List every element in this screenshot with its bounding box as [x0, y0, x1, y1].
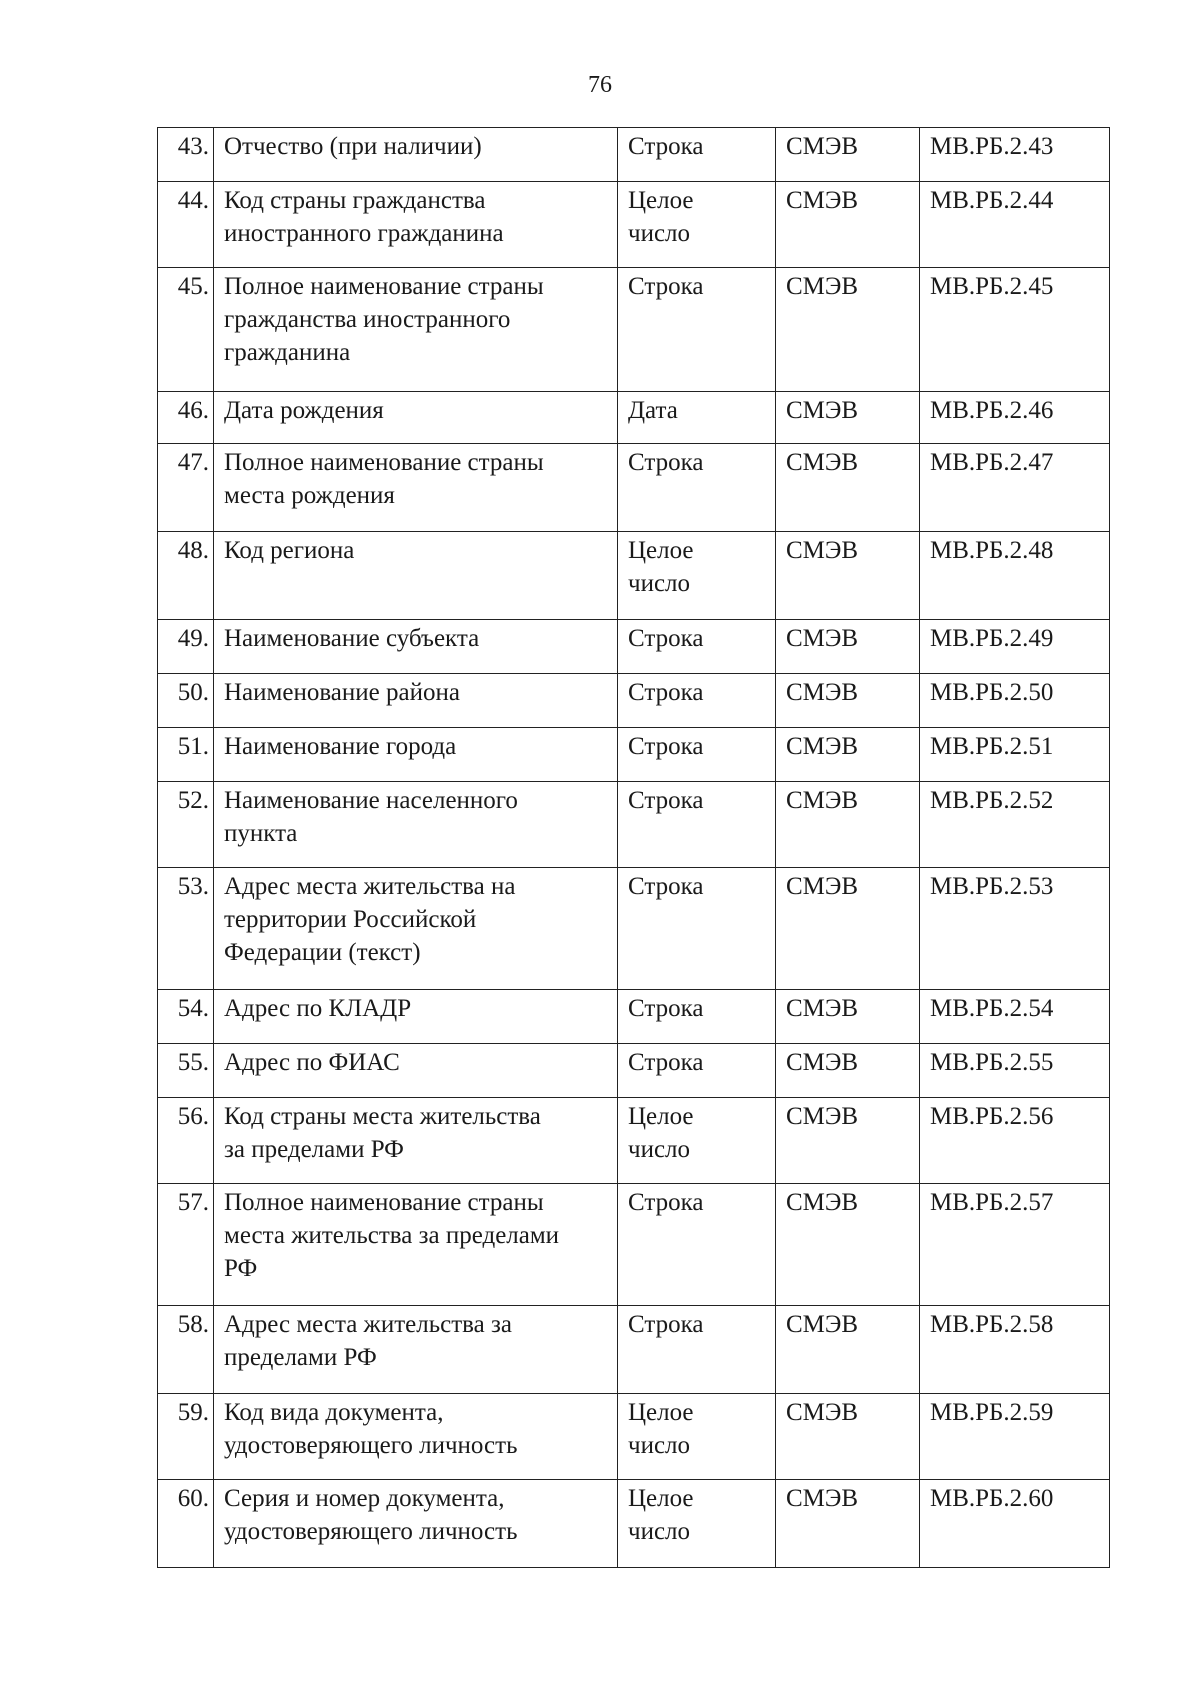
data-source: СМЭВ — [776, 728, 920, 782]
row-number: 60. — [158, 1480, 214, 1568]
row-number: 46. — [158, 392, 214, 444]
attribute-name: Код страны места жительства за пределами РФ — [214, 1098, 618, 1184]
attribute-name: Серия и номер документа, удостоверяющего личность — [214, 1480, 618, 1568]
data-source: СМЭВ — [776, 990, 920, 1044]
table-row — [158, 182, 1110, 268]
attribute-name: Адрес места жительства за пределами РФ — [214, 1306, 618, 1394]
row-number: 49. — [158, 620, 214, 674]
data-source: СМЭВ — [776, 674, 920, 728]
table-row — [158, 128, 1110, 182]
data-type: Строка — [618, 1184, 776, 1306]
attribute-name: Адрес по КЛАДР — [214, 990, 618, 1044]
attribute-code: МВ.РБ.2.50 — [920, 674, 1110, 728]
attribute-code: МВ.РБ.2.47 — [920, 444, 1110, 532]
attribute-name: Полное наименование страны места рождения — [214, 444, 618, 532]
attribute-name: Дата рождения — [214, 392, 618, 444]
data-type: Строка — [618, 674, 776, 728]
row-number: 57. — [158, 1184, 214, 1306]
attribute-code: МВ.РБ.2.49 — [920, 620, 1110, 674]
attribute-code: МВ.РБ.2.51 — [920, 728, 1110, 782]
row-number: 54. — [158, 990, 214, 1044]
attribute-name: Наименование города — [214, 728, 618, 782]
table-row — [158, 728, 1110, 782]
data-type: Строка — [618, 620, 776, 674]
data-source: СМЭВ — [776, 1480, 920, 1568]
row-number: 53. — [158, 868, 214, 990]
data-type: Строка — [618, 728, 776, 782]
table-row — [158, 268, 1110, 392]
data-type: Строка — [618, 128, 776, 182]
row-number: 47. — [158, 444, 214, 532]
attribute-name: Адрес места жительства на территории Российской Федерации (текст) — [214, 868, 618, 990]
attribute-code: МВ.РБ.2.58 — [920, 1306, 1110, 1394]
row-number: 52. — [158, 782, 214, 868]
table-row — [158, 1480, 1110, 1568]
data-source: СМЭВ — [776, 620, 920, 674]
table-body — [158, 128, 1110, 1568]
data-type: Целое число — [618, 532, 776, 620]
table-row — [158, 990, 1110, 1044]
attribute-code: МВ.РБ.2.44 — [920, 182, 1110, 268]
row-number: 50. — [158, 674, 214, 728]
table-row — [158, 532, 1110, 620]
data-source: СМЭВ — [776, 128, 920, 182]
attribute-name: Адрес по ФИАС — [214, 1044, 618, 1098]
data-source: СМЭВ — [776, 868, 920, 990]
data-source: СМЭВ — [776, 1044, 920, 1098]
data-type: Целое число — [618, 1098, 776, 1184]
data-source: СМЭВ — [776, 1098, 920, 1184]
attribute-name: Полное наименование страны гражданства иностранного гражданина — [214, 268, 618, 392]
attribute-code: МВ.РБ.2.48 — [920, 532, 1110, 620]
page-number: 76 — [588, 72, 612, 98]
attribute-name: Полное наименование страны места жительства за пределами РФ — [214, 1184, 618, 1306]
attribute-code: МВ.РБ.2.53 — [920, 868, 1110, 990]
data-source: СМЭВ — [776, 392, 920, 444]
attribute-code: МВ.РБ.2.46 — [920, 392, 1110, 444]
table-row — [158, 1306, 1110, 1394]
data-type: Строка — [618, 1306, 776, 1394]
attribute-name: Код региона — [214, 532, 618, 620]
attribute-name: Код страны гражданства иностранного гражданина — [214, 182, 618, 268]
table-row — [158, 1184, 1110, 1306]
data-type: Строка — [618, 444, 776, 532]
attribute-code: МВ.РБ.2.56 — [920, 1098, 1110, 1184]
data-type: Строка — [618, 868, 776, 990]
table-row — [158, 1044, 1110, 1098]
table-row — [158, 620, 1110, 674]
table-row — [158, 674, 1110, 728]
attribute-code: МВ.РБ.2.57 — [920, 1184, 1110, 1306]
table-row — [158, 868, 1110, 990]
attribute-code: МВ.РБ.2.43 — [920, 128, 1110, 182]
table-row — [158, 782, 1110, 868]
data-type: Строка — [618, 990, 776, 1044]
table-row — [158, 444, 1110, 532]
data-source: СМЭВ — [776, 268, 920, 392]
attribute-name: Наименование субъекта — [214, 620, 618, 674]
row-number: 43. — [158, 128, 214, 182]
data-source: СМЭВ — [776, 182, 920, 268]
row-number: 48. — [158, 532, 214, 620]
attribute-code: МВ.РБ.2.59 — [920, 1394, 1110, 1480]
data-source: СМЭВ — [776, 782, 920, 868]
row-number: 51. — [158, 728, 214, 782]
data-type: Строка — [618, 268, 776, 392]
data-type: Целое число — [618, 182, 776, 268]
data-type: Строка — [618, 1044, 776, 1098]
row-number: 58. — [158, 1306, 214, 1394]
attribute-name: Код вида документа, удостоверяющего личность — [214, 1394, 618, 1480]
data-type: Целое число — [618, 1394, 776, 1480]
attribute-name: Наименование района — [214, 674, 618, 728]
attribute-code: МВ.РБ.2.60 — [920, 1480, 1110, 1568]
row-number: 45. — [158, 268, 214, 392]
table-row — [158, 1098, 1110, 1184]
row-number: 55. — [158, 1044, 214, 1098]
data-source: СМЭВ — [776, 1306, 920, 1394]
row-number: 59. — [158, 1394, 214, 1480]
row-number: 56. — [158, 1098, 214, 1184]
data-source: СМЭВ — [776, 532, 920, 620]
data-type: Строка — [618, 782, 776, 868]
attribute-name: Наименование населенного пункта — [214, 782, 618, 868]
attribute-name: Отчество (при наличии) — [214, 128, 618, 182]
data-type: Целое число — [618, 1480, 776, 1568]
attribute-code: МВ.РБ.2.52 — [920, 782, 1110, 868]
attribute-code: МВ.РБ.2.54 — [920, 990, 1110, 1044]
data-source: СМЭВ — [776, 1184, 920, 1306]
data-type: Дата — [618, 392, 776, 444]
row-number: 44. — [158, 182, 214, 268]
attribute-code: МВ.РБ.2.45 — [920, 268, 1110, 392]
data-source: СМЭВ — [776, 444, 920, 532]
attribute-code: МВ.РБ.2.55 — [920, 1044, 1110, 1098]
table-row — [158, 392, 1110, 444]
data-source: СМЭВ — [776, 1394, 920, 1480]
attributes-table — [157, 127, 1110, 1568]
table-row — [158, 1394, 1110, 1480]
